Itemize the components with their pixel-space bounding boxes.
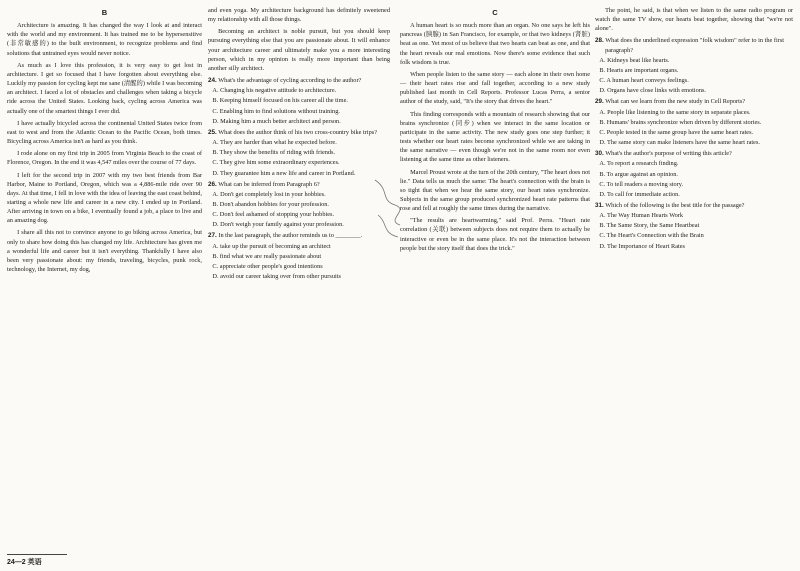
passage-c-paragraph: A human heart is so much more than an organ. No one says he left his pancreas (胰腺) in San Francisco, for example, or that two kidneys (肾脏) beat as one. Yet most of us believe that two hearts can beat as one, and that the heart reveals our real emotions. Now there's some evidence that such folk wisdom is true. <box>400 22 590 66</box>
option-30c: C. To tell readers a moving story. <box>599 180 684 188</box>
option-30a: A. To report a research finding. <box>599 160 679 168</box>
option-26a: A. Don't get completely lost in your hobbies. <box>212 190 326 198</box>
question-26 <box>208 180 390 189</box>
question-number: 24. <box>208 77 217 85</box>
option-31c: C. The Heart's Connection with the Brain <box>599 232 704 240</box>
page-footer: 24—2 英语 <box>7 554 67 567</box>
option-24d: D. Making him a much better architect and person. <box>212 117 341 125</box>
option-25d: D. They guarantee him a new life and career in Portland. <box>212 169 356 177</box>
passage-c-paragraph: The point, he said, is that when we listen to the same radio program or watch the same TV show, our hearts beat together, showing that "we're not alone". <box>595 7 793 33</box>
column-1 <box>7 6 202 277</box>
question-stem: What's the advantage of cycling according to the author? <box>218 77 362 85</box>
option-27b: B. find what we are really passionate about <box>212 252 322 260</box>
question-stem: In the last paragraph, the author reminds us to ________. <box>218 232 363 240</box>
option-26c: C. Don't feel ashamed of stopping your hobbies. <box>212 211 335 219</box>
question-24 <box>208 76 390 85</box>
option-27c: C. appreciate other people's good intentions <box>212 262 323 270</box>
question-27 <box>208 231 390 240</box>
option-24a: A. Changing his negative attitude to architecture. <box>212 87 337 95</box>
option-26d: D. Don't weigh your family against your profession. <box>212 221 344 229</box>
option-25a: A. They are harder than what he expected before. <box>212 139 337 147</box>
question-number: 30. <box>595 150 604 158</box>
question-25 <box>208 128 390 137</box>
column-4 <box>595 6 793 252</box>
question-stem: Which of the following is the best title for the passage? <box>605 201 745 209</box>
option-28a: A. Kidneys beat like hearts. <box>599 56 670 64</box>
option-28c: C. A human heart conveys feelings. <box>599 77 689 85</box>
option-24b: B. Keeping himself focused on his career all the time. <box>212 97 348 105</box>
question-number: 25. <box>208 128 217 136</box>
question-31 <box>595 201 793 210</box>
passage-c-paragraph: "The results are heartwarming," said Prof. Perra. "Heart rate correlation (关联) between subjects does not require them to actually be interactive or even be in the same place. It's not the interaction between people but the story itself that does the trick." <box>400 217 590 252</box>
question-28 <box>595 36 793 54</box>
passage-b-paragraph: I rode alone on my first trip in 2005 from Virginia Beach to the coast of Florence, Oregon. In the end it was 4,547 miles over the course of 77 days. <box>7 150 202 167</box>
option-30b: B. To argue against an opinion. <box>599 170 678 178</box>
column-3 <box>400 6 590 256</box>
passage-b-paragraph: Architecture is amazing. It has changed the way I look at and interact with the world and my environment. It has trained me to be hypersensitive (非常敏感的) to the built environment, to recognize problems and find solutions that untrained eyes would never notice. <box>7 22 202 57</box>
option-31d: D. The Importance of Heart Rates <box>599 242 685 250</box>
option-26b: B. Don't abandon hobbies for your profession. <box>212 200 329 208</box>
question-number: 29. <box>595 98 604 106</box>
option-27d: D. avoid our career taking over from other pursuits <box>212 273 341 281</box>
section-c-title: C <box>492 8 498 17</box>
question-number: 27. <box>208 232 217 240</box>
option-29c: C. People tested in the same group have the same heart rates. <box>599 128 754 136</box>
option-29d: D. The same story can make listeners have the same heart rates. <box>599 139 760 147</box>
option-31a: A. The Way Human Hearts Work <box>599 212 684 220</box>
option-25b: B. They show the benefits of riding with friends. <box>212 149 336 157</box>
passage-c-paragraph: This finding corresponds with a mountain of research showing that our brains synchronize (同步) when we interact in the same location or participate in the same activity. The new study goes one step further; it tests whether our heart rates become synchronized while we are taking in the same narrative — even though we're not in the same room nor even listening at the same time as other listeners. <box>400 110 590 164</box>
question-number: 26. <box>208 180 217 188</box>
question-number: 31. <box>595 201 604 209</box>
question-30 <box>595 149 793 158</box>
passage-b-paragraph: I share all this not to convince anyone to go biking across America, but only to share how doing this has changed my life. Architecture has given me a wonderful life and career but it isn't everything. Thankfully I have also been very passionate about: my friends, traveling, bicycles, punk rock, technology, the Internet, my dog, <box>7 229 202 274</box>
option-30d: D. To call for immediate action. <box>599 190 680 198</box>
question-stem: What can be inferred from Paragraph 6? <box>218 180 320 188</box>
option-28d: D. Organs have close links with emotions. <box>599 87 706 95</box>
question-stem: What can we learn from the new study in Cell Reports? <box>605 98 746 106</box>
question-stem: What's the author's purpose of writing this article? <box>605 150 732 158</box>
option-27a: A. take up the pursuit of becoming an architect <box>212 242 331 250</box>
passage-c-paragraph: Marcel Proust wrote at the turn of the 20th century, "The heart does not lie." Data tells us much the same: The heart's connection with the brain is so tight that when we hear the same story, our heart rates synchronize. Subjects in the same group produced synchronized heart rate patterns that rose and fell at roughly the same times during the narrative. <box>400 168 590 213</box>
passage-c-paragraph: When people listen to the same story — each alone in their own home — their heart rates rise and fall together, according to a new study published last month in Cell Reports. Professor Lucas Perra, a senior author of the study, said, "It's the story that drives the heart." <box>400 70 590 106</box>
passage-b-paragraph: As much as I love this profession, it is very easy to get lost in architecture. I get so focused that I have forgotten about everything else. Luckily my passion for cycling kept me sane (清醒的) while I was becoming an architect. I faced a lot of obstacles and challenges when taking a bicycle ride across the United States. Looking back, cycling across America was actually one of the smartest things I ever did. <box>7 61 202 115</box>
passage-b-paragraph: Becoming an architect is noble pursuit, but you should keep pursuing everything else that you are passionate about. It will enhance your architecture career and ultimately make you a more interesting person, which in my opinion is really more important than being another silly architect. <box>208 28 390 72</box>
passage-b-paragraph: I left for the second trip in 2007 with my two best friends from Bar Harbor, Maine to Portland, Oregon, which was a 4,886-mile ride over 90 days. At that time, I fell in love with the idea of leaving the east coast behind, starting a whole new life and career in a new city. I ended up in Portland. After arriving in town on a bike, I eventually found a job, a place to live and an amazing dog. <box>7 171 202 225</box>
option-31b: B. The Same Story, the Same Heartbeat <box>599 222 700 230</box>
section-b-title: B <box>101 8 108 17</box>
column-2 <box>208 6 390 282</box>
option-28b: B. Hearts are important organs. <box>599 66 679 74</box>
question-number: 28. <box>595 37 604 45</box>
option-24c: C. Enabling him to find solutions without training. <box>212 107 340 115</box>
question-stem: What does the underlined expression "folk wisdom" refer to in the first paragraph? <box>605 37 785 54</box>
question-stem: What does the author think of his two cross-country bike trips? <box>218 128 378 136</box>
option-29a: A. People like listening to the same story in separate places. <box>599 108 751 116</box>
passage-b-paragraph: and even yoga. My architecture background has definitely sweetened my relationship with all those things. <box>208 7 390 24</box>
pencil-scribble-icon <box>370 175 410 245</box>
option-29b: B. Humans' brains synchronize when driven by different stories. <box>599 118 762 126</box>
passage-b-paragraph: I have actually bicycled across the continental United States twice from east to west and from the Atlantic Ocean to the Pacific Ocean, both times. Bicycling across America isn't as hard as you think. <box>7 119 202 146</box>
question-29 <box>595 97 793 106</box>
option-25c: C. They give him some extraordinary experiences. <box>212 159 340 167</box>
